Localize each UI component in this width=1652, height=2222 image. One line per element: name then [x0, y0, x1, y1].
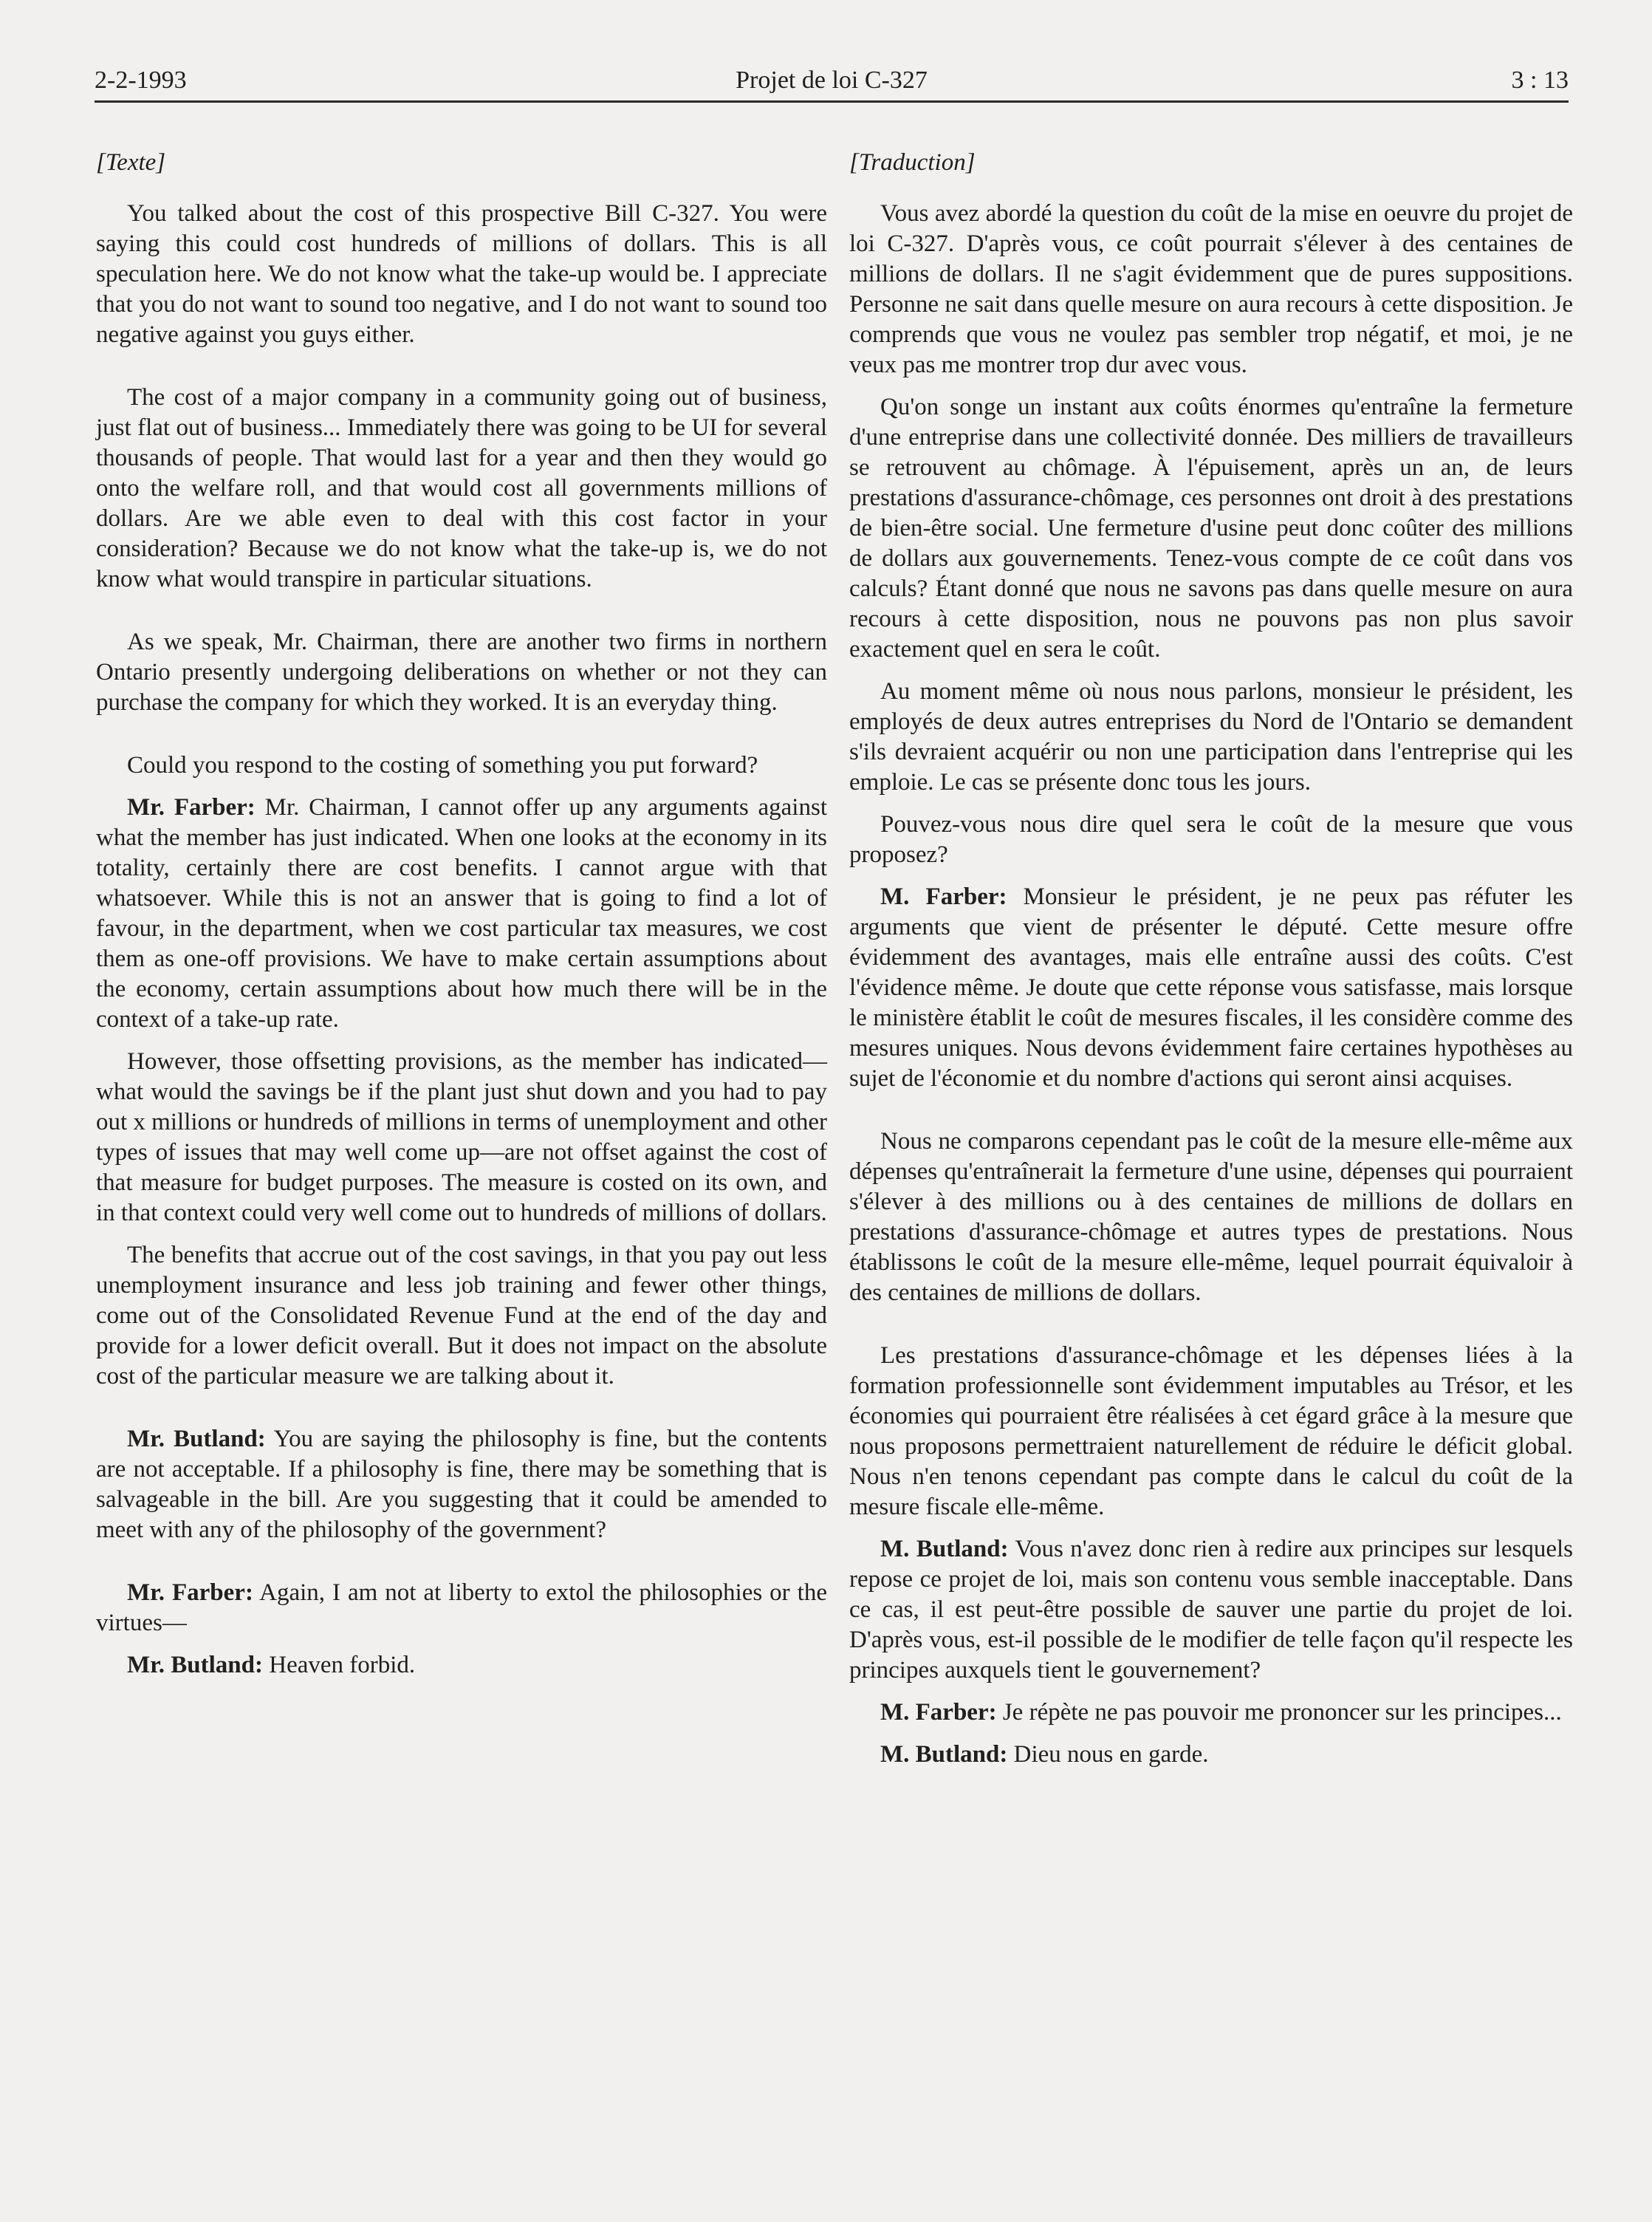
paragraph: Qu'on songe un instant aux coûts énormes qu'entraîne la fermeture d'une entreprise dans une collectivité donnée. Des milliers de travailleurs se retrouvent au chômage. À l'épuisement, après un an, de leurs prestations d'assurance-chômage, ces personnes ont droit à des prestations de bien-être social. Une fermeture d'usine peut donc coûter des millions de dollars aux gouvernements. Tenez-vous compte de ce coût dans vos calculs? Étant donné que nous ne savons pas dans quelle mesure on aura recours à cette disposition, nous ne pouvons pas non plus savoir exactement quel en sera le coût. — [849, 394, 1573, 663]
speaker-name: Mr. Farber: — [127, 1579, 253, 1606]
paragraph: Les prestations d'assurance-chômage et les dépenses liées à la formation professionnelle sont évidemment imputables au Trésor, et les économies qui pourraient être réalisées à cet égard grâce à la mesure que nous proposons permettraient naturellement de réduire le déficit global. Nous n'en tenons cependant pas compte dans le calcul du coût de la mesure fiscale elle-même. — [849, 1342, 1573, 1520]
header-title: Projet de loi C-327 — [736, 66, 928, 94]
speaker-name: Mr. Farber: — [127, 794, 256, 821]
paragraph: The benefits that accrue out of the cost savings, in that you pay out less unemployment insurance and less job training and fewer other things, come out of the Consolidated Revenue Fund at the end of the day and provide for a lower deficit overall. But it does not impact on the absolute cost of the particular measure we are talking about it. — [96, 1242, 827, 1389]
paragraph: As we speak, Mr. Chairman, there are another two firms in northern Ontario presently undergoing deliberations on whether or not they can purchase the company for which they worked. It is an everyday thing. — [96, 629, 827, 716]
paragraph: Nous ne comparons cependant pas le coût de la mesure elle-même aux dépenses qu'entraînerait la fermeture d'une usine, dépenses qui pourraient s'élever à des millions ou à des centaines de millions de dollars en prestations d'assurance-chômage et autres types de prestations. Nous établissons le coût de la mesure elle-même, lequel pourrait équivaloir à des centaines de millions de dollars. — [849, 1128, 1573, 1306]
speaker-name: M. Butland: — [880, 1536, 1009, 1562]
header-page-number: 3 : 13 — [1511, 66, 1569, 94]
speaker-paragraph — [96, 1578, 827, 1638]
speaker-paragraph — [849, 1534, 1573, 1686]
speaker-name: Mr. Butland: — [127, 1652, 263, 1678]
paragraph: Could you respond to the costing of something you put forward? — [127, 752, 758, 779]
french-column — [849, 148, 1573, 1770]
paragraph: You talked about the cost of this prospective Bill C-327. You were saying this could cost hundreds of millions of dollars. This is all speculation here. We do not know what the take-up would be. I appreciate that you do not want to sound too negative, and I do not want to sound too negative against you guys either. — [96, 200, 827, 348]
language-tag: [Traduction] — [849, 149, 976, 176]
paragraph: The cost of a major company in a community going out of business, just flat out of business... Immediately there was going to be UI for several thousands of people. That would last for a year and then they would go onto the welfare roll, and that would cost all governments millions of dollars. Are we able even to deal with this cost factor in your consideration? Because we do not know what the take-up is, we do not know what would transpire in particular situations. — [96, 384, 827, 592]
speaker-paragraph — [96, 1424, 827, 1545]
language-tag: [Texte] — [96, 149, 166, 176]
page-header — [95, 59, 1569, 103]
speaker-name: M. Farber: — [880, 883, 1007, 910]
speech-text: You are saying the philosophy is fine, but the contents are not acceptable. If a philosophy is fine, there may be something that is salvageable in the bill. Are you suggesting that it could be amended to meet with any of the philosophy of the government? — [96, 1426, 827, 1543]
speech-text: Vous n'avez donc rien à redire aux principes sur lesquels repose ce projet de loi, mais son contenu vous semble inacceptable. Dans ce cas, il est peut-être possible de sauver une partie du projet de loi. D'après vous, est-il possible de le modifier de telle façon qu'il respecte les principes auxquels tient le gouvernement? — [849, 1536, 1573, 1683]
speaker-paragraph — [96, 793, 827, 1035]
speaker-paragraph — [849, 1698, 1573, 1728]
speaker-name: M. Farber: — [880, 1699, 997, 1726]
speaker-paragraph — [96, 1650, 827, 1681]
speech-text: Je répète ne pas pouvoir me prononcer sur les principes... — [996, 1699, 1562, 1726]
speech-text: Again, I am not at liberty to extol the philosophies or the virtues— — [96, 1579, 827, 1636]
paragraph: However, those offsetting provisions, as the member has indicated—what would the savings be if the plant just shut down and you had to pay out x millions or hundreds of millions in terms of unemployment and other types of issues that may well come up—are not offset against the cost of that measure for budget purposes. The measure is costed on its own, and in that context could very well come out to hundreds of millions of dollars. — [96, 1048, 827, 1226]
speaker-paragraph — [849, 882, 1573, 1094]
speaker-name: M. Butland: — [880, 1741, 1008, 1768]
paragraph: Pouvez-vous nous dire quel sera le coût de la mesure que vous proposez? — [849, 811, 1573, 868]
speaker-paragraph — [849, 1740, 1573, 1770]
speech-text: Heaven forbid. — [262, 1652, 416, 1678]
paragraph: Au moment même où nous nous parlons, monsieur le président, les employés de deux autres entreprises du Nord de l'Ontario se demandent s'ils devraient acquérir ou non une participation dans l'entreprise qui les emploie. Le cas se présente donc tous les jours. — [849, 678, 1573, 796]
paragraph: Vous avez abordé la question du coût de la mise en oeuvre du projet de loi C-327. D'après vous, ce coût pourrait s'élever à des centaines de millions de dollars. Il ne s'agit évidemment que de pures suppositions. Personne ne sait dans quelle mesure on aura recours à cette disposition. Je comprends que vous ne voulez pas sembler trop négatif, et moi, je ne veux pas me montrer trop dur avec vous. — [849, 200, 1573, 378]
speech-text: Monsieur le président, je ne peux pas réfuter les arguments que vient de présenter le député. Cette mesure offre évidemment des avantages, mais elle entraîne aussi des coûts. C'est l'évidence même. Je doute que cette réponse vous satisfasse, mais lorsque le ministère établit le coût de mesures fiscales, il les considère comme des mesures uniques. Nous devons évidemment faire certaines hypothèses au sujet de l'économie et du nombre d'actions qui seront ainsi acquises. — [849, 883, 1573, 1092]
speech-text: Mr. Chairman, I cannot offer up any arguments against what the member has just indicated. When one looks at the economy in its totality, certainly there are cost benefits. I cannot argue with that whatsoever. While this is not an answer that is going to find a lot of favour, in the department, when we cost particular tax measures, we cost them as one-off provisions. We have to make certain assumptions about the economy, certain assumptions about how much there will be in the context of a take-up rate. — [96, 794, 827, 1033]
speaker-name: Mr. Butland: — [127, 1426, 266, 1452]
header-date: 2-2-1993 — [95, 66, 187, 94]
english-column — [96, 148, 827, 1681]
speech-text: Dieu nous en garde. — [1007, 1741, 1209, 1768]
